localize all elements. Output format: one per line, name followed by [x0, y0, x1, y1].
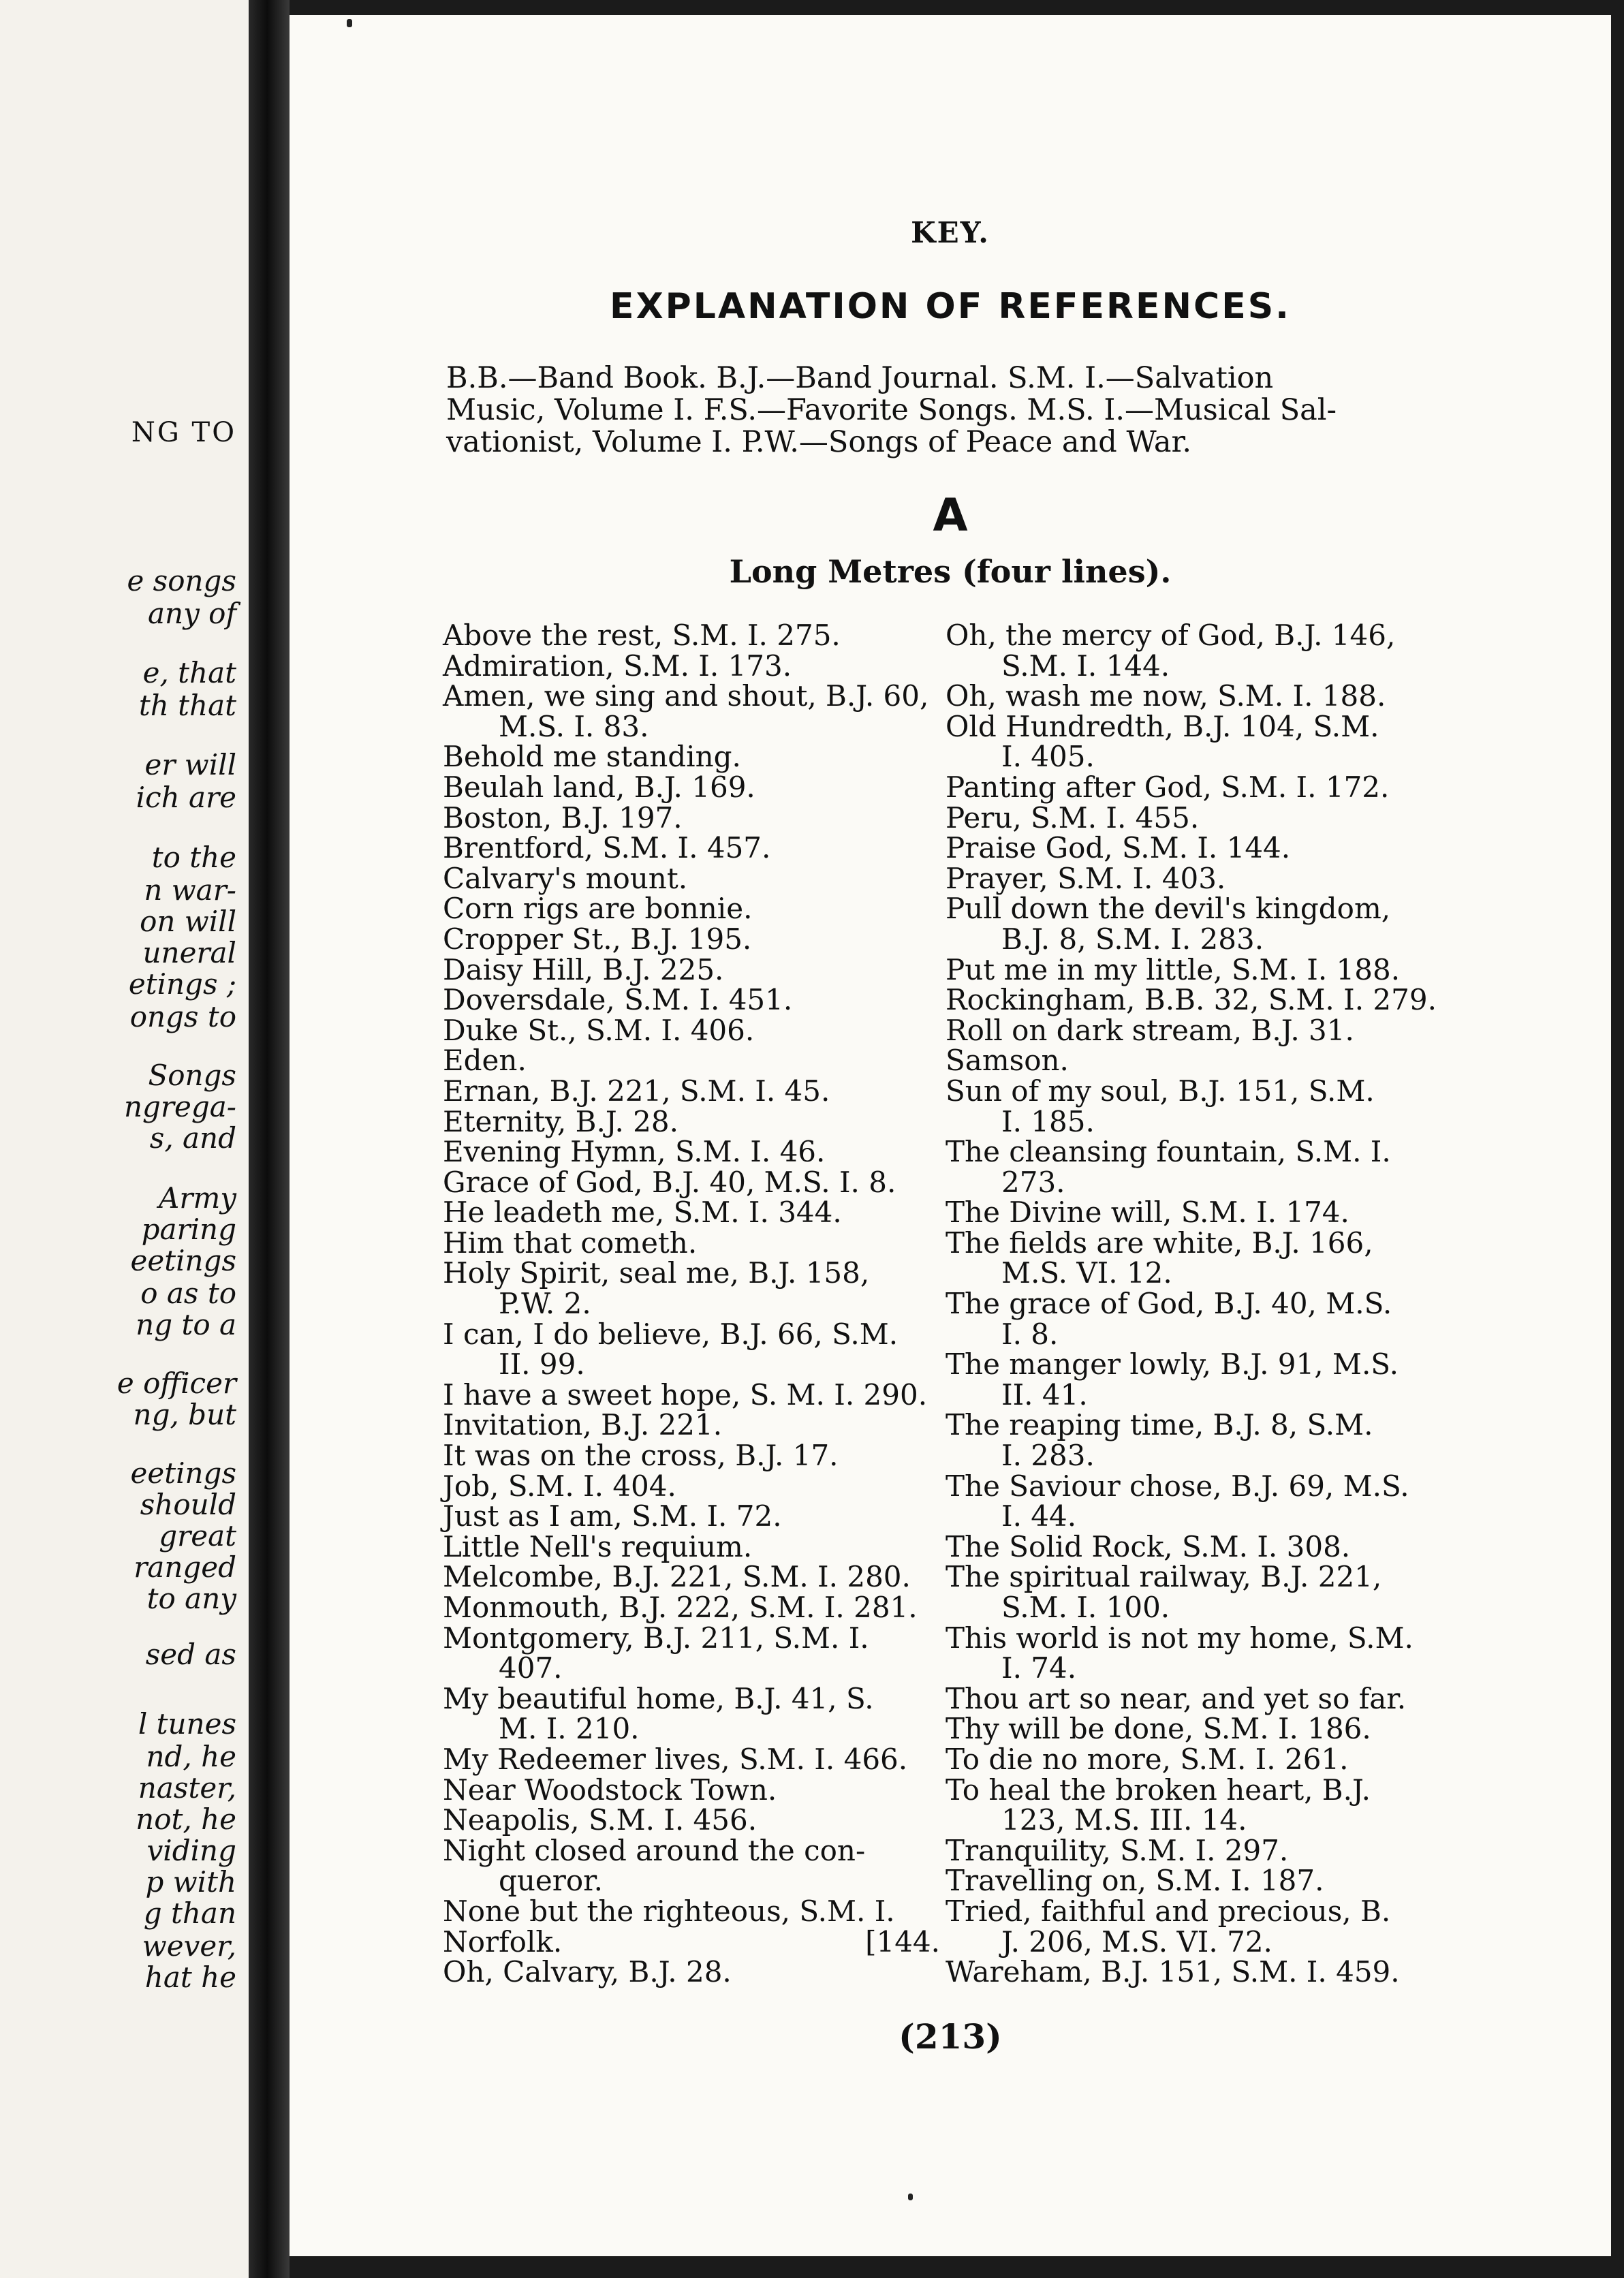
- left-page-line: ranged: [134, 1550, 236, 1584]
- index-entry: [946, 1894, 1443, 1928]
- page-header-key: KEY.: [911, 216, 990, 249]
- index-entry: [946, 1317, 1443, 1351]
- index-entry-text: It was on the cross, B.J. 17.: [443, 1439, 839, 1473]
- index-entry: [443, 833, 940, 864]
- index-entry: [443, 1501, 940, 1532]
- left-page-line: e, that: [142, 656, 236, 689]
- index-entry-text: The cleansing fountain, S.M. I.: [946, 1135, 1391, 1169]
- index-entry-text: I. 283.: [1001, 1439, 1095, 1473]
- index-entry-text: Brentford, S.M. I. 457.: [443, 831, 771, 865]
- left-page-line: sed as: [145, 1638, 236, 1671]
- index-entry-text: I. 185.: [1001, 1104, 1095, 1138]
- index-entry-text: II. 41.: [1001, 1377, 1088, 1411]
- index-entry-text: M.S. VI. 12.: [1001, 1256, 1172, 1290]
- index-entry-text: The Saviour chose, B.J. 69, M.S.: [946, 1469, 1409, 1503]
- explanation-of-references: [446, 362, 1434, 458]
- index-entry-text: B.J. 8, S.M. I. 283.: [1001, 922, 1264, 956]
- index-entry: [946, 924, 1443, 955]
- index-entry: [443, 1957, 940, 1988]
- index-entry: [443, 1317, 940, 1351]
- index-entry: [946, 1289, 1443, 1320]
- index-entry-text: Thou art so near, and yet so far.: [946, 1681, 1407, 1715]
- index-entry-text: Amen, we sing and shout, B.J. 60,: [443, 679, 929, 713]
- index-entry: [443, 1742, 940, 1776]
- index-entry: [946, 1593, 1443, 1623]
- index-entry: [946, 1046, 1443, 1076]
- index-entry-text: M.S. I. 83.: [499, 709, 649, 743]
- left-page-line: etings ;: [128, 967, 236, 1001]
- left-page-line: Army: [159, 1181, 236, 1215]
- section-letter: A: [933, 489, 968, 542]
- index-entry: [443, 770, 940, 804]
- index-entry: [946, 1076, 1443, 1107]
- index-entry-text: Beulah land, B.J. 169.: [443, 770, 755, 804]
- index-entry-text: Put me in my little, S.M. I. 188.: [946, 952, 1401, 986]
- left-page-line: th that: [138, 689, 236, 722]
- left-page-line: ng to a: [136, 1308, 236, 1341]
- index-entry: [946, 1471, 1443, 1502]
- index-entry: [946, 1681, 1443, 1715]
- index-entry: [946, 651, 1443, 682]
- index-entry-text: Travelling on, S.M. I. 187.: [946, 1864, 1324, 1898]
- left-page: [0, 0, 249, 2278]
- index-entry-text: Doversdale, S.M. I. 451.: [443, 983, 793, 1017]
- index-entry: [443, 621, 940, 651]
- index-entry-text: Oh, Calvary, B.J. 28.: [443, 1955, 732, 1989]
- index-entry-text: Pull down the devil's kingdom,: [946, 892, 1391, 926]
- left-page-line: ich are: [136, 781, 236, 814]
- left-page-line: any of: [148, 597, 236, 630]
- index-entry: [443, 1924, 940, 1959]
- index-entry-text: Melcombe, B.J. 221, S.M. I. 280.: [443, 1560, 911, 1594]
- index-entry: [946, 1562, 1443, 1593]
- index-entry: [946, 1742, 1443, 1776]
- index-entry-text: I. 8.: [1001, 1317, 1059, 1351]
- right-page: [290, 15, 1611, 2256]
- index-column-left: [443, 621, 940, 1988]
- index-entry: [443, 894, 940, 924]
- index-entry: [946, 1104, 1443, 1138]
- index-entry-text: Norfolk.: [443, 1924, 563, 1959]
- index-entry: [443, 1441, 940, 1471]
- index-entry-text: Job, S.M. I. 404.: [443, 1469, 676, 1503]
- left-page-line: g than: [143, 1897, 236, 1930]
- index-entry-text: Oh, the mercy of God, B.J. 146,: [946, 619, 1396, 652]
- index-entry: [946, 861, 1443, 895]
- index-entry-text: The reaping time, B.J. 8, S.M.: [946, 1408, 1373, 1442]
- left-page-line: ng, but: [133, 1398, 236, 1431]
- index-entry-text: P.W. 2.: [499, 1287, 591, 1321]
- index-entry: [946, 894, 1443, 924]
- index-entry: [443, 1593, 940, 1623]
- index-entry-text: M. I. 210.: [499, 1712, 640, 1746]
- index-entry: [946, 770, 1443, 804]
- left-page-line: e songs: [127, 564, 236, 597]
- index-entry-text: To die no more, S.M. I. 261.: [946, 1742, 1349, 1776]
- index-entry-text: Behold me standing.: [443, 740, 741, 774]
- index-entry: [946, 1228, 1443, 1259]
- left-page-line: uneral: [142, 936, 236, 969]
- left-page-line: s, and: [149, 1121, 236, 1155]
- index-entry: [443, 709, 940, 743]
- index-column-right: [946, 621, 1443, 1988]
- index-entry: [946, 1410, 1443, 1441]
- index-entry: [443, 800, 940, 834]
- left-page-line: e officer: [116, 1367, 236, 1400]
- index-entry-text: Oh, wash me now, S.M. I. 188.: [946, 679, 1386, 713]
- left-page-line: hat he: [144, 1961, 236, 1994]
- left-page-line: nd, he: [146, 1740, 236, 1773]
- left-page-line: eetings: [130, 1244, 236, 1277]
- index-entry-text: Admiration, S.M. I. 173.: [443, 649, 792, 683]
- left-page-line: naster,: [138, 1771, 236, 1805]
- index-entry: [946, 1258, 1443, 1289]
- index-entry-text: Cropper St., B.J. 195.: [443, 922, 752, 956]
- left-page-line: o as to: [140, 1277, 236, 1310]
- index-entry-text: I can, I do believe, B.J. 66, S.M.: [443, 1317, 899, 1351]
- index-entry: [443, 1076, 940, 1107]
- index-entry-text: The spiritual railway, B.J. 221,: [946, 1560, 1382, 1594]
- index-entry-text: The fields are white, B.J. 166,: [946, 1226, 1373, 1260]
- index-entry: [443, 1833, 940, 1867]
- index-entry-text: Praise God, S.M. I. 144.: [946, 831, 1291, 865]
- index-entry-text: Corn rigs are bonnie.: [443, 892, 753, 926]
- index-entry: [443, 985, 940, 1016]
- index-entry: [443, 1866, 940, 1897]
- index-entry-text: II. 99.: [499, 1347, 585, 1382]
- index-entry-text: I. 74.: [1001, 1651, 1077, 1685]
- index-entry: [946, 621, 1443, 651]
- index-entry-text: Above the rest, S.M. I. 275.: [443, 619, 841, 652]
- index-entry-text: S.M. I. 144.: [1001, 649, 1170, 683]
- index-entry-text: Peru, S.M. I. 455.: [946, 800, 1200, 834]
- index-entry-text: Tranquility, S.M. I. 297.: [946, 1833, 1289, 1867]
- left-page-line: Songs: [148, 1059, 236, 1092]
- index-entry: [946, 1924, 1443, 1959]
- index-entry-text: Near Woodstock Town.: [443, 1773, 777, 1807]
- index-entry: [946, 742, 1443, 773]
- index-entry-text: Monmouth, B.J. 222, S.M. I. 281.: [443, 1591, 918, 1624]
- index-entry: [443, 861, 940, 895]
- left-page-line: eetings: [130, 1456, 236, 1490]
- index-entry: [443, 681, 940, 712]
- page-title: EXPLANATION OF REFERENCES.: [610, 286, 1291, 327]
- index-entry: [946, 1501, 1443, 1532]
- left-page-line: to the: [151, 841, 236, 874]
- index-entry: [946, 1775, 1443, 1806]
- index-entry-text: The Solid Rock, S.M. I. 308.: [946, 1529, 1351, 1563]
- left-page-line: to any: [146, 1582, 236, 1615]
- index-entry: [443, 1410, 940, 1441]
- index-entry-text: Rockingham, B.B. 32, S.M. I. 279.: [946, 983, 1437, 1017]
- index-entry-text: The Divine will, S.M. I. 174.: [946, 1196, 1349, 1230]
- index-entry-text: To heal the broken heart, B.J.: [946, 1773, 1371, 1807]
- index-entry: [443, 1714, 940, 1745]
- index-entry: [443, 1013, 940, 1047]
- index-entry-text: Invitation, B.J. 221.: [443, 1408, 723, 1442]
- left-page-line: p with: [145, 1865, 236, 1899]
- index-entry: [443, 1471, 940, 1502]
- index-entry-text: None but the righteous, S.M. I.: [443, 1894, 895, 1928]
- index-entry: [443, 952, 940, 986]
- index-entry-text: He leadeth me, S.M. I. 344.: [443, 1196, 842, 1230]
- index-entry: [946, 1653, 1443, 1684]
- index-entry-text: Old Hundredth, B.J. 104, S.M.: [946, 709, 1379, 743]
- index-entry-text: My Redeemer lives, S.M. I. 466.: [443, 1742, 908, 1776]
- index-entry: [443, 1228, 940, 1259]
- index-entry-text: Just as I am, S.M. I. 72.: [443, 1499, 782, 1533]
- index-entry: [443, 1623, 940, 1654]
- index-entry-text: Eternity, B.J. 28.: [443, 1104, 678, 1138]
- index-entry: [946, 1198, 1443, 1228]
- index-entry-text: The manger lowly, B.J. 91, M.S.: [946, 1347, 1399, 1382]
- index-entry-text: I. 405.: [1001, 740, 1095, 774]
- explanation-line: B.B.—Band Book. B.J.—Band Journal. S.M. I.—Salvation: [446, 361, 1274, 395]
- index-entry: [443, 1562, 940, 1593]
- index-entry-text: Prayer, S.M. I. 403.: [946, 861, 1226, 895]
- index-entry-text: Daisy Hill, B.J. 225.: [443, 952, 724, 986]
- index-entry: [443, 1104, 940, 1138]
- index-entry: [443, 1349, 940, 1380]
- index-entry-text: Evening Hymn, S.M. I. 46.: [443, 1135, 826, 1169]
- index-entry-text: Sun of my soul, B.J. 151, S.M.: [946, 1074, 1375, 1108]
- index-entry: [946, 1866, 1443, 1897]
- index-entry: [946, 1377, 1443, 1411]
- index-entry-text: Calvary's mount.: [443, 861, 688, 895]
- left-page-line: n war-: [144, 873, 236, 907]
- index-entry-text: Grace of God, B.J. 40, M.S. I. 8.: [443, 1165, 896, 1199]
- index-entry: [946, 709, 1443, 743]
- index-entry: [946, 1137, 1443, 1168]
- index-entry: [946, 1805, 1443, 1836]
- index-entry: [946, 1529, 1443, 1563]
- index-entry-text: J. 206, M.S. VI. 72.: [1001, 1924, 1272, 1959]
- index-entry: [443, 1137, 940, 1168]
- index-entry: [443, 1258, 940, 1289]
- index-entry: [443, 1681, 940, 1715]
- index-entry-text: The grace of God, B.J. 40, M.S.: [946, 1287, 1392, 1321]
- index-entry-text: I. 44.: [1001, 1499, 1077, 1533]
- index-entry-text: Montgomery, B.J. 211, S.M. I.: [443, 1621, 869, 1655]
- left-page-line: er will: [144, 748, 236, 781]
- index-entry: [946, 681, 1443, 712]
- index-entry: [443, 1775, 940, 1806]
- ink-mark: [347, 19, 352, 27]
- index-entry-text: Duke St., S.M. I. 406.: [443, 1013, 755, 1047]
- index-entry-text: queror.: [499, 1864, 603, 1898]
- page-number: (213): [899, 2016, 1002, 2057]
- index-entry-text: Little Nell's requium.: [443, 1529, 753, 1563]
- explanation-line: vationist, Volume I. P.W.—Songs of Peace and War.: [446, 425, 1192, 459]
- index-entry-text: Him that cometh.: [443, 1226, 698, 1260]
- index-entry-text: Night closed around the con-: [443, 1833, 866, 1867]
- left-page-line: should: [140, 1488, 236, 1521]
- left-page-line: on will: [140, 905, 236, 938]
- index-entry: [443, 1198, 940, 1228]
- index-entry: [443, 742, 940, 773]
- index-entry: [946, 1349, 1443, 1380]
- index-entry: [946, 1714, 1443, 1745]
- index-entry-text: This world is not my home, S.M.: [946, 1621, 1414, 1655]
- index-entry-text: Wareham, B.J. 151, S.M. I. 459.: [946, 1955, 1400, 1989]
- left-page-line: ongs to: [129, 1000, 236, 1033]
- index-entry: [946, 1957, 1443, 1988]
- left-page-line: paring: [141, 1213, 236, 1246]
- index-entry-text: 407.: [499, 1651, 563, 1685]
- index-entry-text: Holy Spirit, seal me, B.J. 158,: [443, 1256, 870, 1290]
- index-entry: [946, 1013, 1443, 1047]
- index-entry-text: Thy will be done, S.M. I. 186.: [946, 1712, 1371, 1746]
- index-entry: [946, 1623, 1443, 1654]
- index-entry-text: Eden.: [443, 1044, 527, 1078]
- index-entry-text: S.M. I. 100.: [1001, 1591, 1170, 1624]
- left-page-line: great: [159, 1519, 236, 1553]
- index-entry: [443, 1165, 940, 1199]
- index-entry-text: Ernan, B.J. 221, S.M. I. 45.: [443, 1074, 830, 1108]
- explanation-line: Music, Volume I. F.S.—Favorite Songs. M.S. I.—Musical Sal-: [446, 393, 1337, 427]
- left-page-line: ngrega-: [124, 1090, 236, 1123]
- index-entry: [946, 1165, 1443, 1199]
- index-entry: [946, 985, 1443, 1016]
- index-entry: [443, 651, 940, 682]
- ink-mark: [908, 2194, 913, 2200]
- index-entry: [443, 1289, 940, 1320]
- index-entry-text: My beautiful home, B.J. 41, S.: [443, 1681, 874, 1715]
- index-entry: [443, 1653, 940, 1684]
- index-entry-text: 123, M.S. III. 14.: [1001, 1803, 1247, 1837]
- index-entry: [443, 1046, 940, 1076]
- index-entry-text: Neapolis, S.M. I. 456.: [443, 1803, 758, 1837]
- section-subtitle: Long Metres (four lines).: [729, 553, 1172, 590]
- index-entry: [946, 800, 1443, 834]
- index-entry-text: Tried, faithful and precious, B.: [946, 1894, 1391, 1928]
- index-entry: [443, 924, 940, 955]
- left-page-line: not, he: [136, 1803, 236, 1836]
- index-entry: [946, 952, 1443, 986]
- left-page-header: NG TO: [131, 417, 236, 448]
- left-page-line: l tunes: [138, 1707, 236, 1741]
- index-entry: [946, 1441, 1443, 1471]
- left-page-line: viding: [146, 1834, 236, 1867]
- index-entry: [443, 1894, 940, 1928]
- index-entry: [946, 1833, 1443, 1867]
- left-page-line: wever,: [142, 1929, 236, 1963]
- index-entry-text: I have a sweet hope, S. M. I. 290.: [443, 1377, 928, 1411]
- book-gutter: [249, 0, 290, 2278]
- index-entry-continuation: [144.: [865, 1924, 940, 1959]
- index-entry-text: Samson.: [946, 1044, 1069, 1078]
- index-entry: [443, 1529, 940, 1563]
- index-entry: [443, 1377, 940, 1411]
- index-entry-text: Roll on dark stream, B.J. 31.: [946, 1013, 1354, 1047]
- index-entry-text: Panting after God, S.M. I. 172.: [946, 770, 1390, 804]
- index-entry-text: Boston, B.J. 197.: [443, 800, 683, 834]
- index-entry: [443, 1805, 940, 1836]
- index-entry-text: 273.: [1001, 1165, 1065, 1199]
- index-entry: [946, 833, 1443, 864]
